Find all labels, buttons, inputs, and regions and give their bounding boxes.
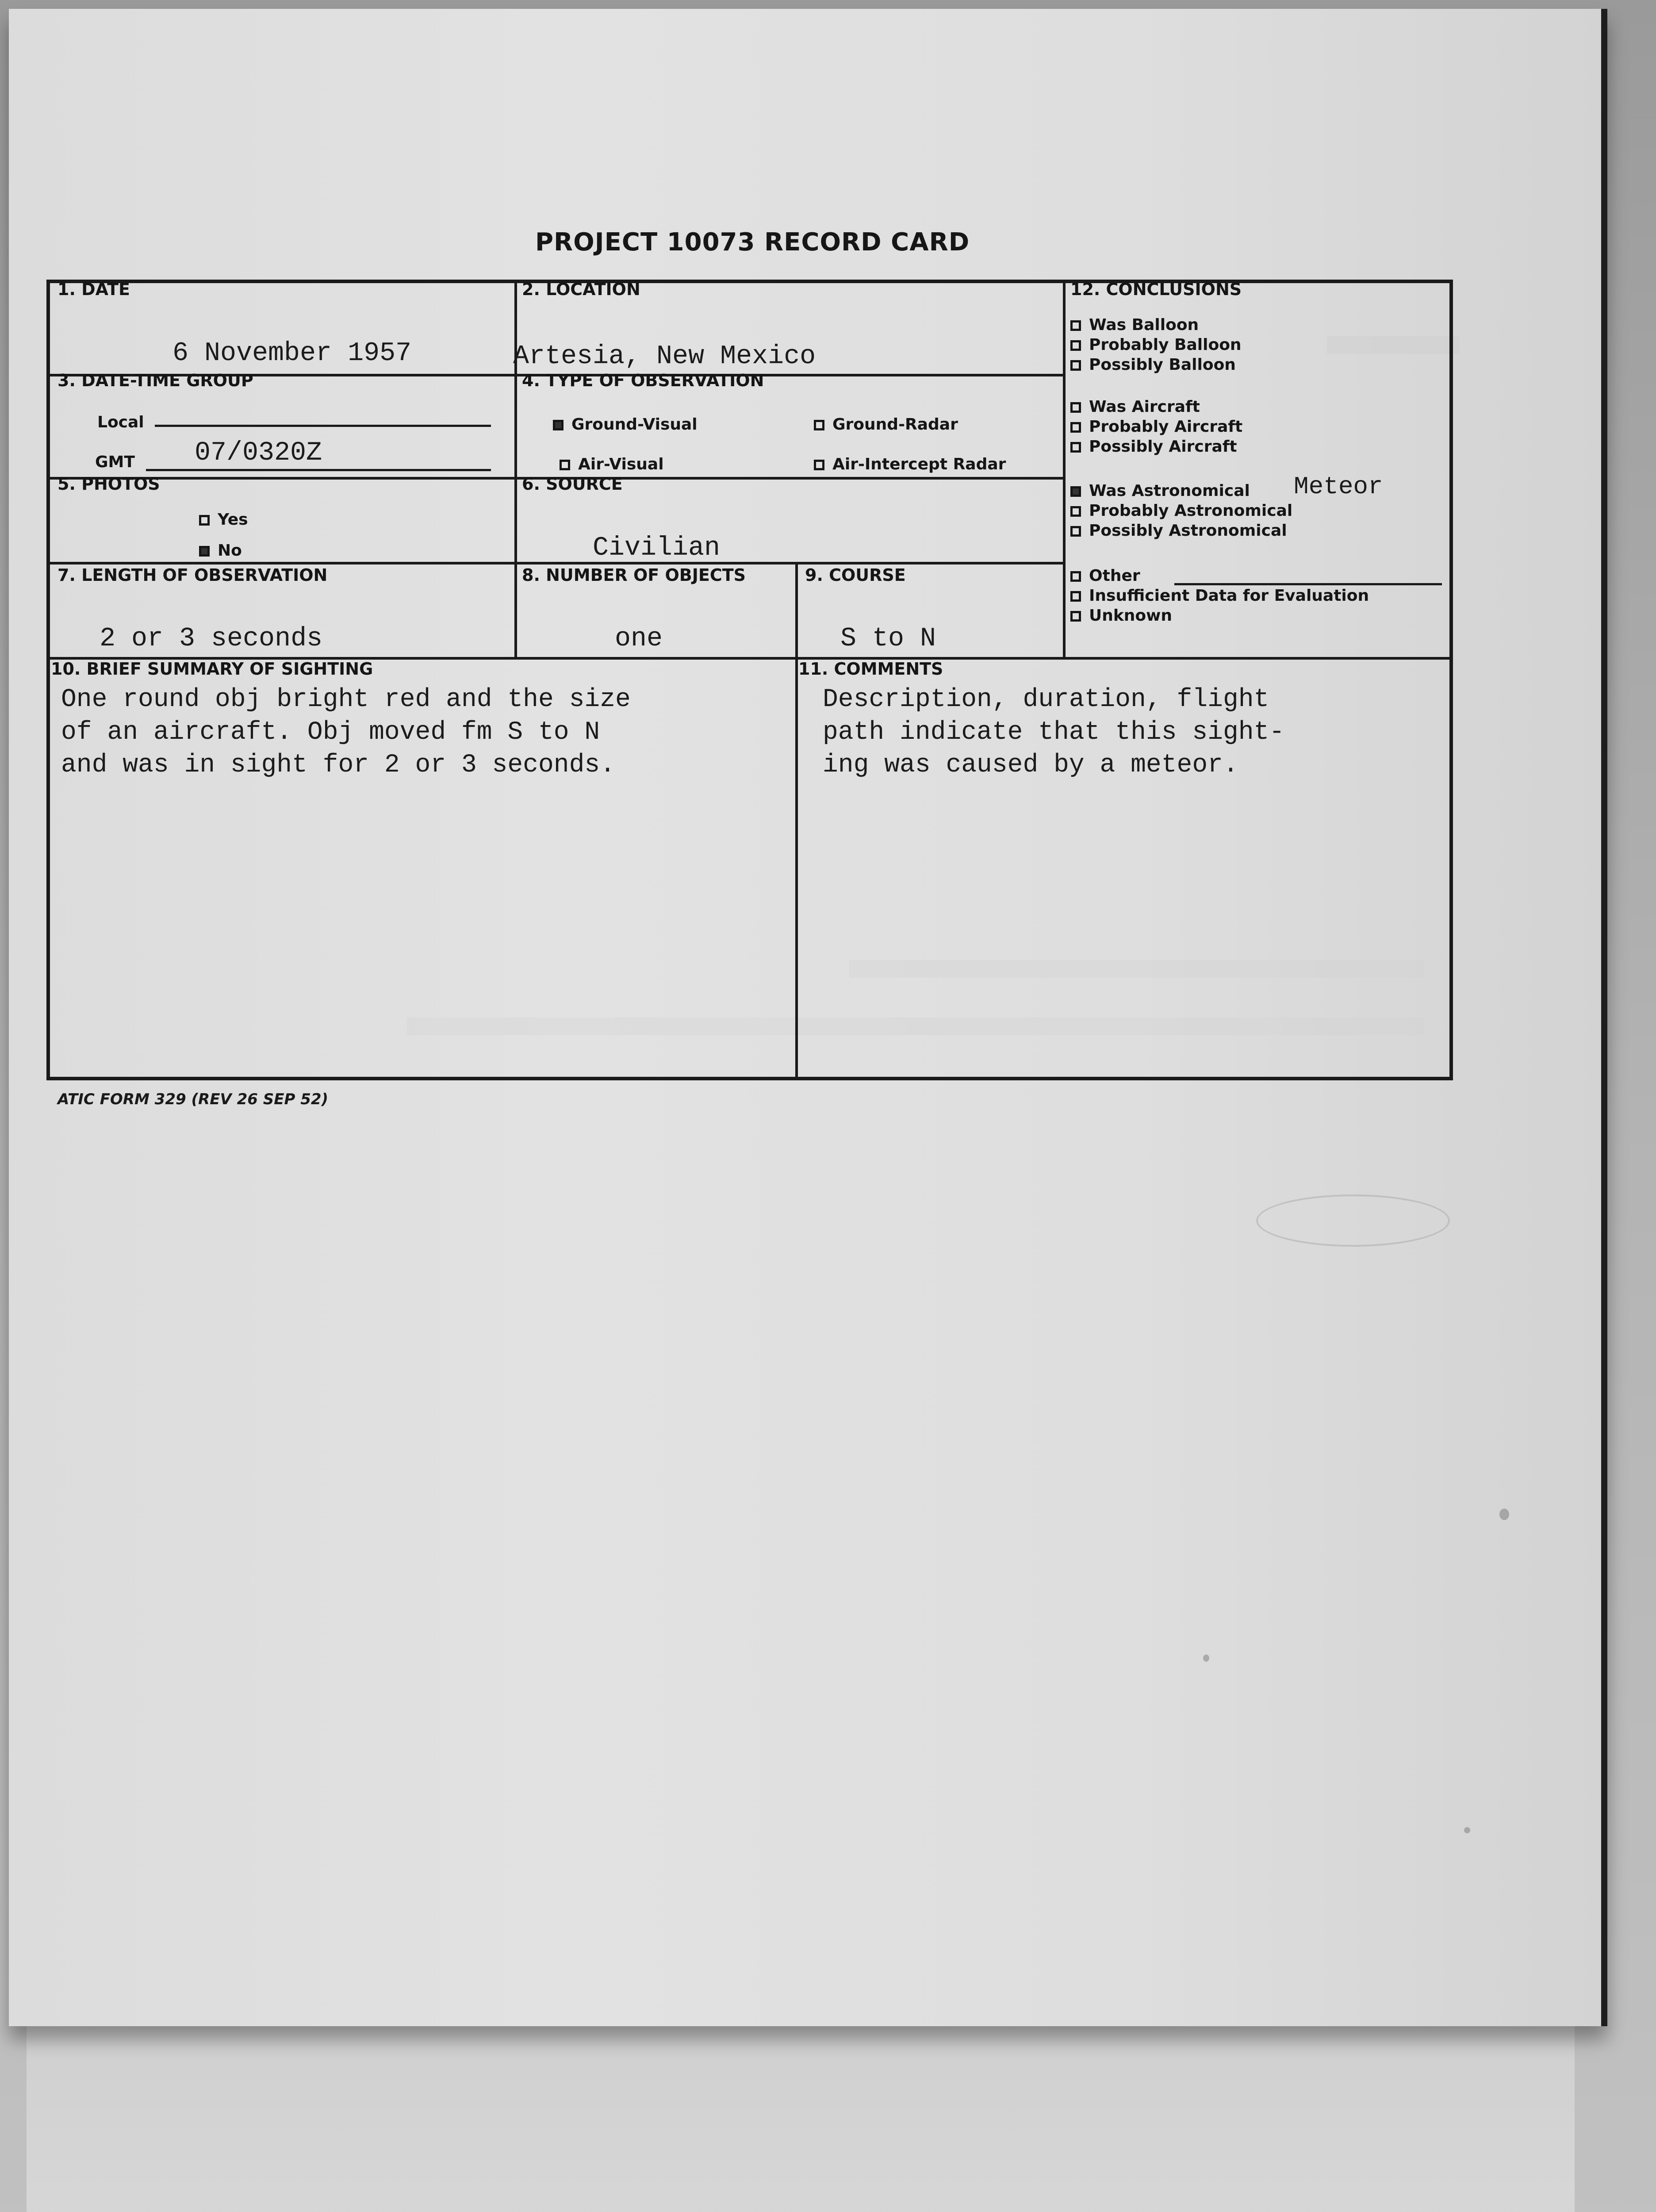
probably-balloon-checkbox[interactable]	[1070, 340, 1081, 351]
gmt-underline	[146, 469, 491, 471]
photos-yes-option	[199, 511, 248, 529]
course-label: 9. COURSE	[805, 565, 906, 585]
ground-visual-checkbox[interactable]	[553, 420, 564, 430]
probably-astronomical-checkbox[interactable]	[1070, 506, 1081, 517]
conclusion-was-astronomical	[1070, 482, 1250, 500]
photos-yes-checkbox[interactable]	[199, 515, 210, 526]
gmt-value: 07/0320Z	[195, 438, 322, 468]
conclusion-other	[1070, 567, 1140, 585]
was-balloon-checkbox[interactable]	[1070, 320, 1081, 331]
ground-visual-option	[553, 416, 698, 434]
pencil-circle-mark	[1256, 1194, 1450, 1247]
source-label: 6. SOURCE	[522, 474, 623, 494]
summary-text	[61, 684, 631, 782]
length-label: 7. LENGTH OF OBSERVATION	[58, 565, 328, 585]
probably-aircraft-checkbox[interactable]	[1070, 422, 1081, 433]
insufficient-label: Insufficient Data for Evaluation	[1089, 587, 1369, 605]
objects-value: one	[615, 624, 663, 654]
was-aircraft-checkbox[interactable]	[1070, 402, 1081, 413]
other-underline	[1174, 583, 1442, 585]
photos-yes-label: Yes	[218, 511, 248, 529]
possibly-balloon-checkbox[interactable]	[1070, 360, 1081, 371]
unknown-checkbox[interactable]	[1070, 611, 1081, 622]
air-intercept-label: Air-Intercept Radar	[832, 455, 1006, 473]
course-value: S to N	[840, 624, 936, 654]
gmt-label: GMT	[95, 453, 135, 471]
was-astronomical-checkbox[interactable]	[1070, 486, 1081, 497]
grid-line	[50, 562, 1063, 565]
possibly-aircraft-label: Possibly Aircraft	[1089, 438, 1237, 456]
local-label: Local	[97, 413, 144, 431]
observation-label: 4. TYPE OF OBSERVATION	[522, 371, 764, 390]
other-checkbox[interactable]	[1070, 571, 1081, 582]
objects-label: 8. NUMBER OF OBJECTS	[522, 565, 746, 585]
probably-astronomical-label: Probably Astronomical	[1089, 502, 1293, 520]
conclusion-probably-aircraft	[1070, 418, 1242, 436]
underlying-page	[27, 2017, 1575, 2212]
summary-line: and was in sight for 2 or 3 seconds.	[61, 751, 616, 780]
record-card-grid	[46, 280, 1453, 1080]
conclusion-possibly-astronomical	[1070, 522, 1287, 540]
form-id: ATIC FORM 329 (REV 26 SEP 52)	[58, 1091, 329, 1108]
conclusion-probably-astronomical	[1070, 502, 1292, 520]
possibly-balloon-label: Possibly Balloon	[1089, 356, 1236, 374]
conclusion-possibly-balloon	[1070, 356, 1236, 374]
conclusion-unknown	[1070, 607, 1172, 625]
ground-radar-checkbox[interactable]	[814, 420, 824, 430]
speck	[1203, 1655, 1209, 1662]
grid-line	[1063, 283, 1066, 657]
photos-no-option	[199, 542, 242, 560]
comments-line: ing was caused by a meteor.	[823, 751, 1238, 780]
photos-no-label: No	[218, 541, 242, 560]
possibly-aircraft-checkbox[interactable]	[1070, 442, 1081, 453]
photos-no-checkbox[interactable]	[199, 546, 210, 557]
date-value: 6 November 1957	[172, 338, 412, 369]
summary-line: of an aircraft. Obj moved fm S to N	[61, 718, 600, 747]
summary-line: One round obj bright red and the size	[61, 685, 631, 714]
insufficient-checkbox[interactable]	[1070, 591, 1081, 602]
air-visual-label: Air-Visual	[578, 455, 664, 473]
conclusion-insufficient	[1070, 587, 1369, 605]
meteor-value: Meteor	[1294, 472, 1383, 501]
summary-label: 10. BRIEF SUMMARY OF SIGHTING	[51, 659, 373, 679]
air-intercept-checkbox[interactable]	[814, 460, 824, 470]
grid-line	[795, 562, 798, 1079]
photos-label: 5. PHOTOS	[58, 474, 160, 494]
ground-visual-label: Ground-Visual	[571, 415, 698, 434]
air-visual-checkbox[interactable]	[560, 460, 570, 470]
comments-label: 11. COMMENTS	[798, 659, 943, 679]
other-label: Other	[1089, 567, 1140, 585]
comments-line: path indicate that this sight-	[823, 718, 1285, 747]
location-label: 2. LOCATION	[522, 280, 640, 299]
comments-text	[823, 684, 1284, 782]
ground-radar-option	[814, 416, 958, 434]
card-title: PROJECT 10073 RECORD CARD	[535, 228, 970, 257]
air-intercept-option	[814, 456, 1006, 473]
unknown-label: Unknown	[1089, 607, 1173, 625]
record-card-sheet	[9, 9, 1607, 2026]
was-astronomical-label: Was Astronomical	[1089, 482, 1250, 500]
location-value: Artesia, New Mexico	[513, 342, 816, 372]
local-underline	[155, 425, 491, 427]
possibly-astronomical-checkbox[interactable]	[1070, 526, 1081, 537]
possibly-astronomical-label: Possibly Astronomical	[1089, 522, 1287, 540]
conclusions-label: 12. CONCLUSIONS	[1070, 280, 1242, 299]
was-balloon-label: Was Balloon	[1089, 316, 1199, 334]
source-value: Civilian	[593, 533, 721, 563]
conclusion-was-aircraft	[1070, 398, 1200, 416]
probably-aircraft-label: Probably Aircraft	[1089, 418, 1243, 436]
conclusion-probably-balloon	[1070, 336, 1242, 354]
conclusion-was-balloon	[1070, 316, 1199, 334]
probably-balloon-label: Probably Balloon	[1089, 336, 1242, 354]
speck	[1499, 1509, 1509, 1520]
date-label: 1. DATE	[58, 280, 130, 299]
dtg-label: 3. DATE-TIME GROUP	[58, 371, 253, 390]
comments-line: Description, duration, flight	[823, 685, 1269, 714]
was-aircraft-label: Was Aircraft	[1089, 398, 1200, 416]
ground-radar-label: Ground-Radar	[832, 415, 958, 434]
grid-line	[514, 283, 517, 657]
speck	[1464, 1827, 1470, 1833]
length-value: 2 or 3 seconds	[100, 624, 323, 654]
air-visual-option	[560, 456, 664, 473]
conclusion-possibly-aircraft	[1070, 438, 1237, 456]
